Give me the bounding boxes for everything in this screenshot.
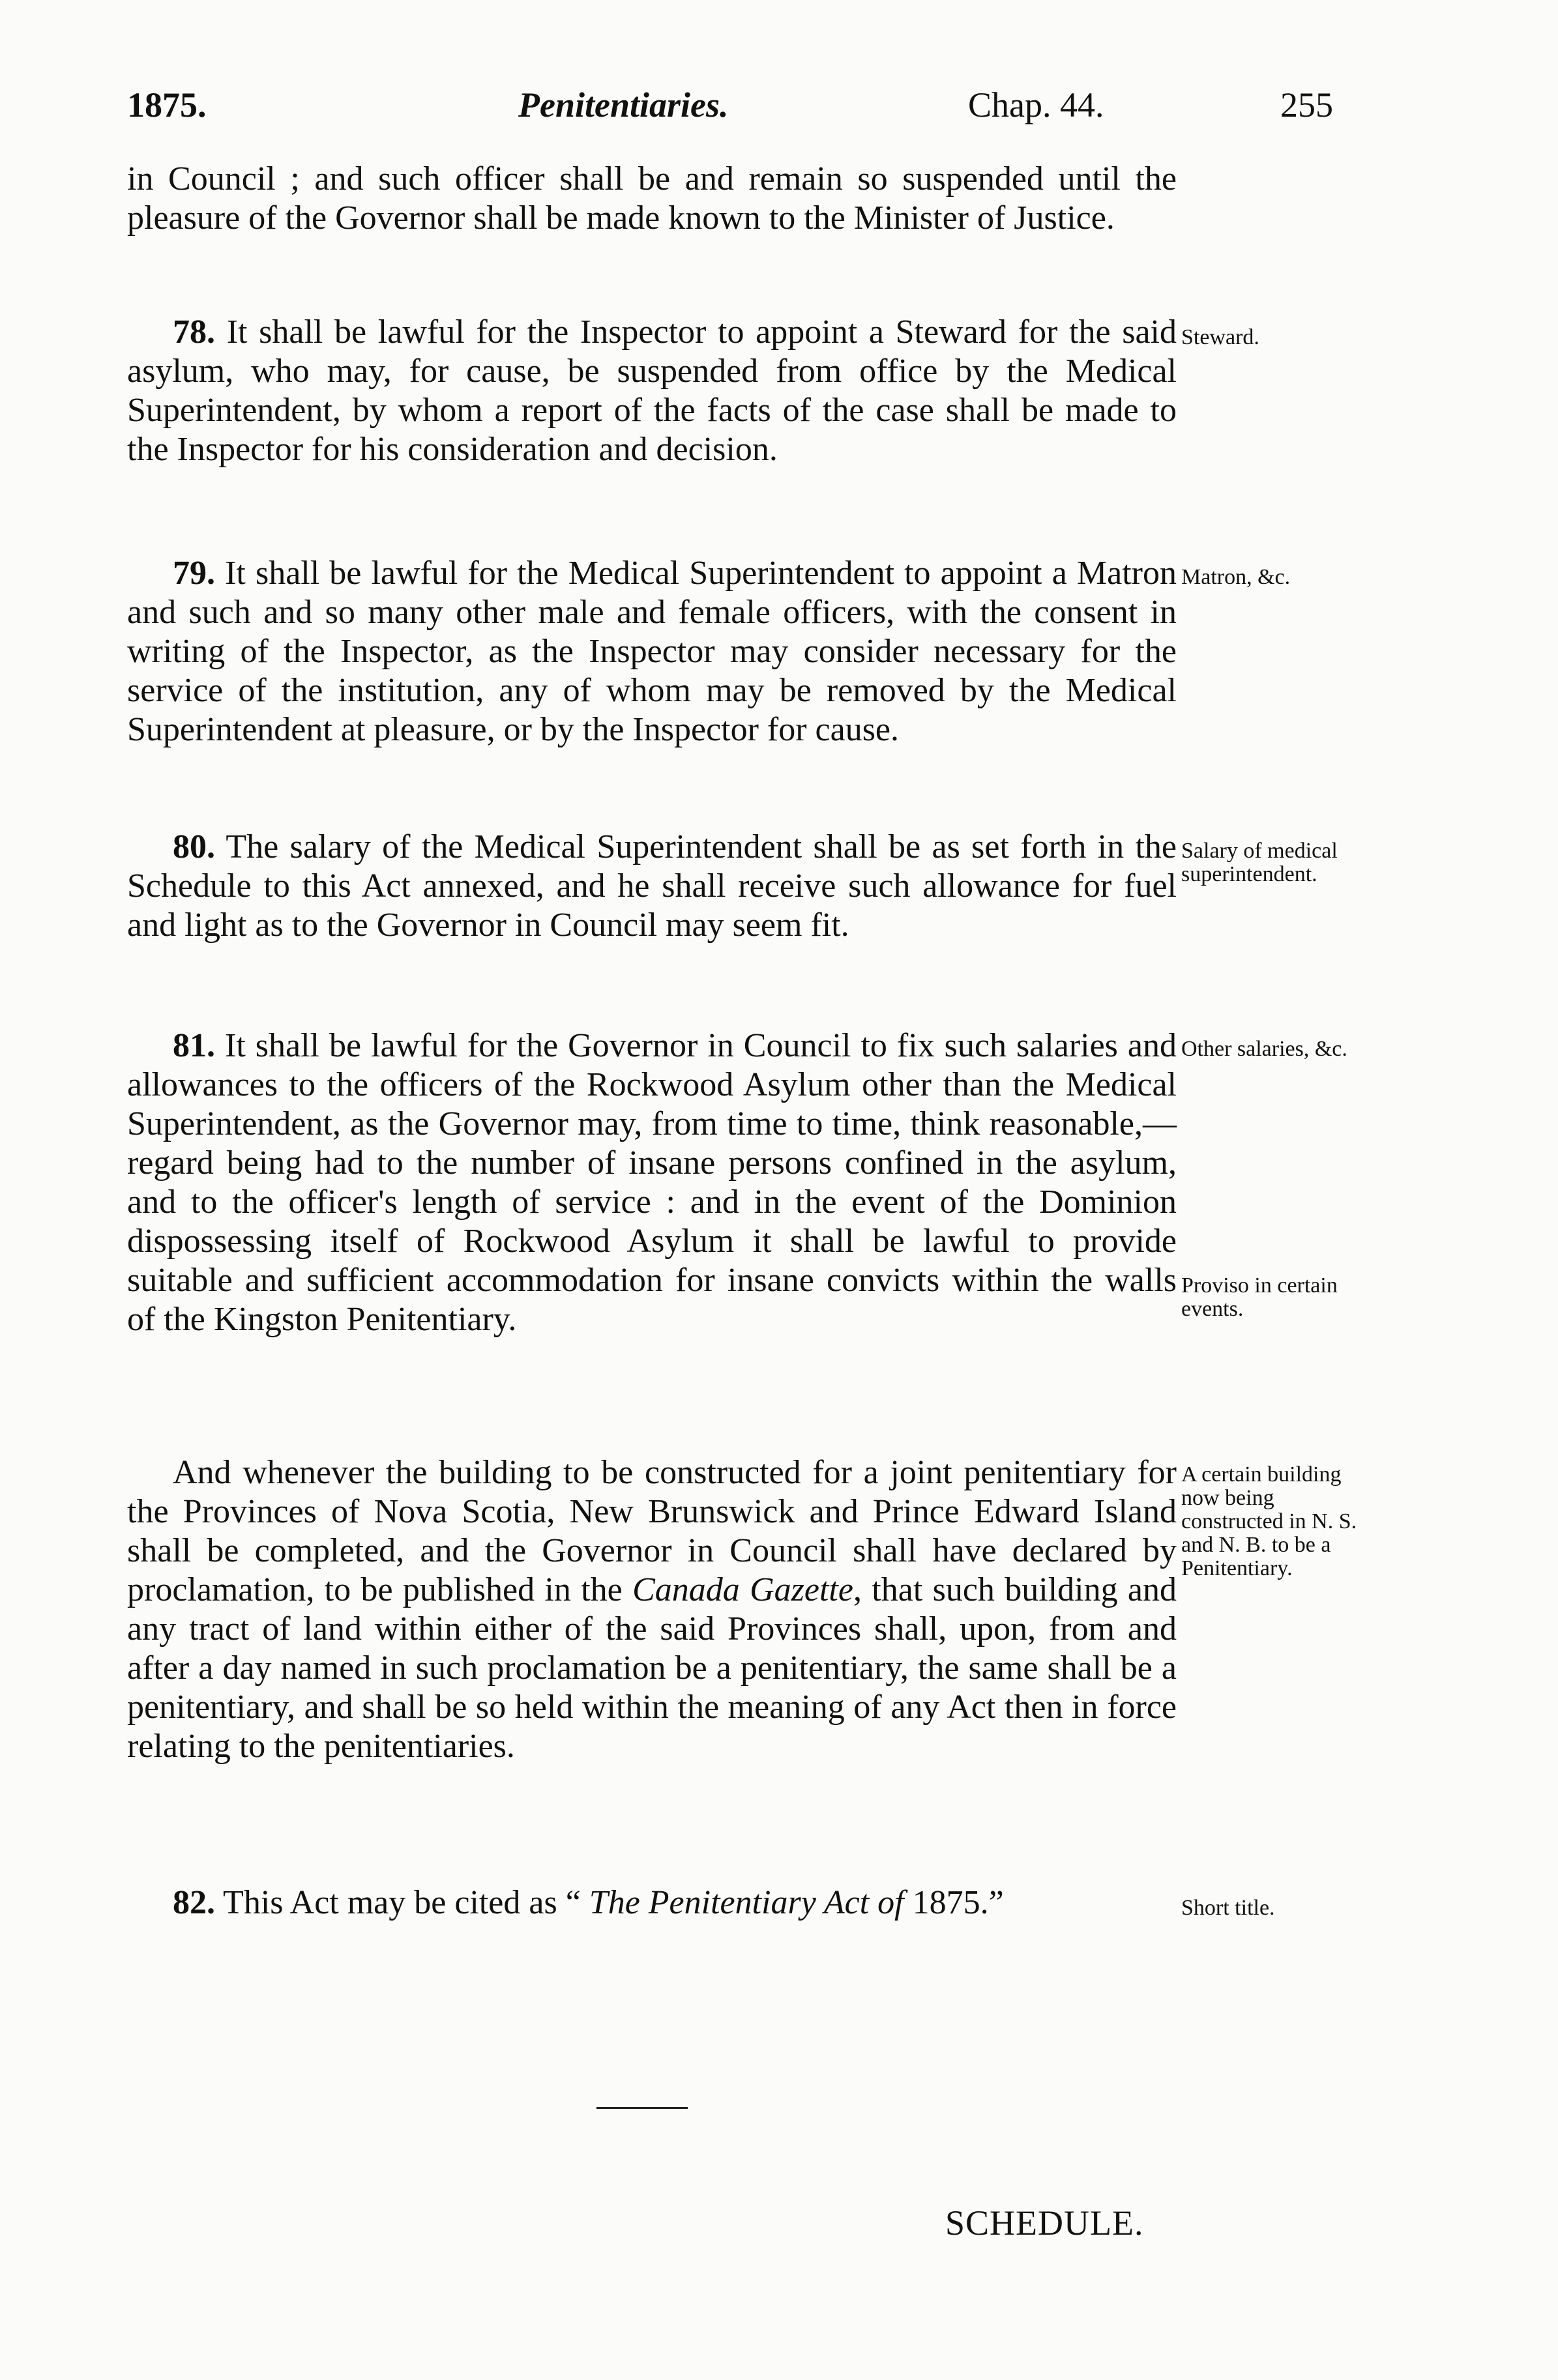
section-number: 80. xyxy=(173,828,215,865)
section-number: 79. xyxy=(173,555,215,592)
section-text: It shall be lawful for the Medical Superintendent to appoint a Matron and such and so many other male and female officers, with the consent in writing of the Inspector, as the Inspector may consider necessary for the service of the institution, any of whom may be removed by the Medical Superintendent at pleasure, or by the Inspector for cause. xyxy=(127,555,1177,748)
paragraph-continuation: in Council ; and such officer shall be and remain so suspended until the pleasure of the Governor shall be made known to the Minister of Justice. xyxy=(127,160,1177,237)
italic-title: Canada Gazette xyxy=(632,1571,853,1608)
section-78 xyxy=(127,313,1177,469)
section-number: 82. xyxy=(173,1884,215,1921)
section-79 xyxy=(127,554,1177,749)
header-page-number: 255 xyxy=(1280,85,1333,124)
section-divider xyxy=(596,2107,688,2109)
paragraph-and-whenever: And whenever the building to be constructed for a joint penitentiary for the Provinces of Nova Scotia, New Brunswick and Prince Edward Island shall be completed, and the Governor in Council shall have declared by proclamation, to be published in the Canada Gazette, that such building and any tract of land within either of the said Provinces shall, upon, from and after a day named in such proclamation be a penitentiary, the same shall be a penitentiary, and shall be so held within the meaning of any Act then in force relating to the penitentiaries. xyxy=(127,1454,1177,1765)
header-title: Penitentiaries. xyxy=(518,85,729,124)
running-header xyxy=(127,85,1333,137)
header-year: 1875. xyxy=(127,85,207,124)
italic-title: The Penitentiary Act of xyxy=(589,1884,904,1921)
margin-note-salary: Salary of medical superintendent. xyxy=(1181,839,1338,886)
section-82: 82. This Act may be cited as “ The Penitentiary Act of 1875.” xyxy=(173,1884,1004,1921)
schedule-heading: SCHEDULE. xyxy=(945,2203,1144,2242)
section-81 xyxy=(127,1026,1177,1339)
section-text: The salary of the Medical Superintendent shall be as set forth in the Schedule to this Act annexed, and he shall receive such allowance for fuel and light as to the Governor in Council may seem fit. xyxy=(127,828,1177,944)
margin-note-short-title: Short title. xyxy=(1181,1896,1275,1920)
margin-note-proviso: Proviso in certain events. xyxy=(1181,1273,1338,1321)
header-chapter: Chap. 44. xyxy=(968,85,1104,124)
margin-note-matron: Matron, &c. xyxy=(1181,565,1291,589)
section-number: 81. xyxy=(173,1027,215,1064)
margin-note-other-salaries: Other salaries, &c. xyxy=(1181,1037,1347,1061)
section-number: 78. xyxy=(173,313,215,351)
margin-note-steward: Steward. xyxy=(1181,325,1259,349)
section-80 xyxy=(127,828,1177,945)
section-text: It shall be lawful for the Governor in Council to fix such salaries and allowances to the officers of the Rockwood Asylum other than the Medical Superintendent, as the Governor may, from time to time, think reasonable,—regard being had to the number of insane persons confined in the asylum, and to the officer's length of service : and in the event of the Dominion dispossessing itself of Rockwood Asylum it shall be lawful to provide suitable and sufficient accommodation for insane convicts within the walls of the Kingston Penitentiary. xyxy=(127,1027,1177,1338)
section-text: It shall be lawful for the Inspector to appoint a Steward for the said asylum, who may, for cause, be suspended from office by the Medical Superintendent, by whom a report of the facts of the case shall be made to the Inspector for his consideration and decision. xyxy=(127,313,1177,468)
margin-note-certain-building: A certain building now being constructed in N. S. and N. B. to be a Penitentiary. xyxy=(1181,1462,1357,1580)
